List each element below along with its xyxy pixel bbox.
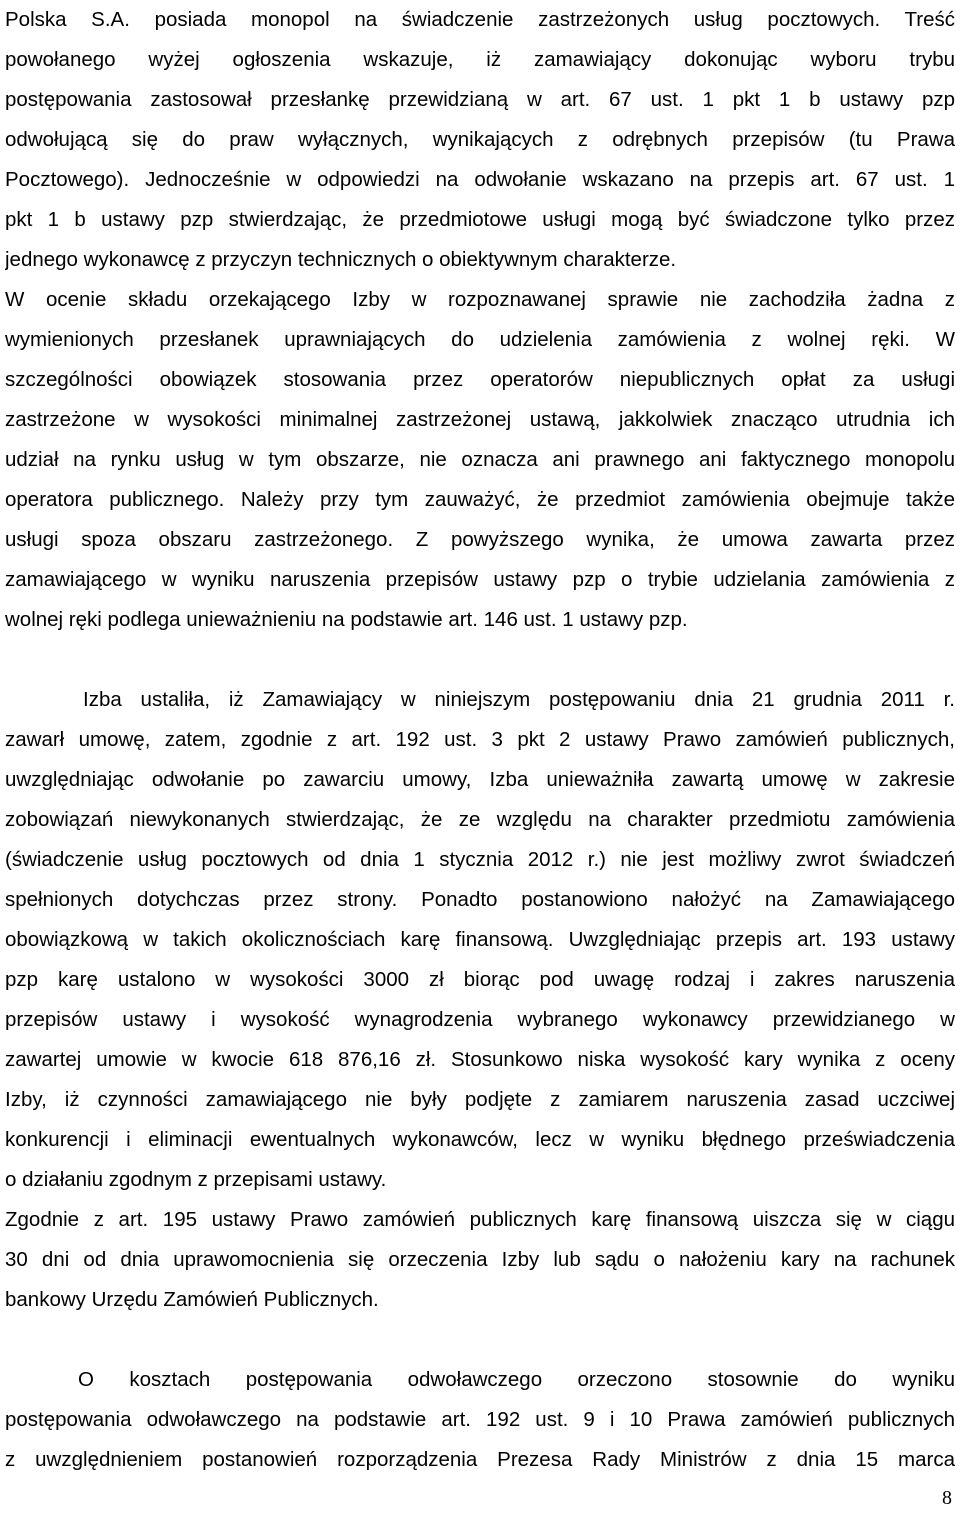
text-line: jednego wykonawcę z przyczyn technicznych o obiektywnym charakterze. [5,248,677,271]
paragraph-penalty-payment [5,1200,955,1320]
text-line: uwzględniając odwołanie po zawarciu umowy, Izba unieważniła zawartą umowę w zakresie [5,768,955,791]
text-line: zobowiązań niewykonanych stwierdzając, że ze względu na charakter przedmiotu zamówienia [5,808,955,831]
text-line: 30 dni od dnia uprawomocnienia się orzeczenia Izby lub sądu o nałożeniu kary na rachunek [5,1248,955,1271]
text-line: pkt 1 b ustawy pzp stwierdzając, że przedmiotowe usługi mogą być świadczone tylko przez [5,208,955,231]
text-line: wymienionych przesłanek uprawniających do udzielenia zamówienia z wolnej ręki. W [5,328,955,351]
text-line: Izby, iż czynności zamawiającego nie były podjęte z zamiarem naruszenia zasad uczciwej [5,1088,955,1111]
text-line: powołanego wyżej ogłoszenia wskazuje, iż zamawiający dokonując wyboru trybu [5,48,955,71]
paragraph-costs [5,1360,955,1480]
text-line: zawarł umowę, zatem, zgodnie z art. 192 ust. 3 pkt 2 ustawy Prawo zamówień publicznych, [5,728,955,751]
text-line: bankowy Urzędu Zamówień Publicznych. [5,1288,379,1311]
text-line: obowiązkową w takich okolicznościach karę finansową. Uwzględniając przepis art. 193 ustawy [5,928,955,951]
document-page [5,0,955,1480]
text-line: z uwzględnieniem postanowień rozporządzenia Prezesa Rady Ministrów z dnia 15 marca [5,1448,955,1471]
text-line: zamawiającego w wyniku naruszenia przepisów ustawy pzp o trybie udzielania zamówienia z [5,568,955,591]
text-line: Izba ustaliła, iż Zamawiający w niniejszym postępowaniu dnia 21 grudnia 2011 r. [83,688,955,711]
text-line: usługi spoza obszaru zastrzeżonego. Z powyższego wynika, że umowa zawarta przez [5,528,955,551]
text-line: Polska S.A. posiada monopol na świadczenie zastrzeżonych usług pocztowych. Treść [5,8,955,31]
paragraph-contract-annulment [5,680,955,1200]
text-line: konkurencji i eliminacji ewentualnych wykonawców, lecz w wyniku błędnego przeświadczenia [5,1128,955,1151]
text-line: zawartej umowie w kwocie 618 876,16 zł. Stosunkowo niska wysokość kary wynika z oceny [5,1048,955,1071]
paragraph-monopoly-assessment [5,0,955,640]
text-line: pzp karę ustalono w wysokości 3000 zł biorąc pod uwagę rodzaj i zakres naruszenia [5,968,955,991]
text-line: o działaniu zgodnym z przepisami ustawy. [5,1168,387,1191]
text-line: odwołującą się do praw wyłącznych, wynikających z odrębnych przepisów (tu Prawa [5,128,955,151]
text-line: zastrzeżone w wysokości minimalnej zastrzeżonej ustawą, jakkolwiek znacząco utrudnia ich [5,408,955,431]
text-line: operatora publicznego. Należy przy tym zauważyć, że przedmiot zamówienia obejmuje także [5,488,955,511]
text-line: (świadczenie usług pocztowych od dnia 1 stycznia 2012 r.) nie jest możliwy zwrot świadczeń [5,848,955,871]
text-line: przepisów ustawy i wysokość wynagrodzenia wybranego wykonawcy przewidzianego w [5,1008,955,1031]
text-line: spełnionych dotychczas przez strony. Ponadto postanowiono nałożyć na Zamawiającego [5,888,955,911]
text-line: O kosztach postępowania odwoławczego orzeczono stosownie do wyniku [78,1368,955,1391]
text-line: W ocenie składu orzekającego Izby w rozpoznawanej sprawie nie zachodziła żadna z [5,288,955,311]
text-line: szczególności obowiązek stosowania przez operatorów niepublicznych opłat za usługi [5,368,955,391]
text-line: postępowania zastosował przesłankę przewidzianą w art. 67 ust. 1 pkt 1 b ustawy pzp [5,88,955,111]
text-line: udział na rynku usług w tym obszarze, nie oznacza ani prawnego ani faktycznego monopolu [5,448,955,471]
text-line: Pocztowego). Jednocześnie w odpowiedzi na odwołanie wskazano na przepis art. 67 ust. 1 [5,168,955,191]
page-number: 8 [942,1487,952,1509]
text-line: wolnej ręki podlega unieważnieniu na podstawie art. 146 ust. 1 ustawy pzp. [5,608,688,631]
text-line: Zgodnie z art. 195 ustawy Prawo zamówień publicznych karę finansową uiszcza się w ciągu [5,1208,955,1231]
text-line: postępowania odwoławczego na podstawie art. 192 ust. 9 i 10 Prawa zamówień publicznych [5,1408,955,1431]
